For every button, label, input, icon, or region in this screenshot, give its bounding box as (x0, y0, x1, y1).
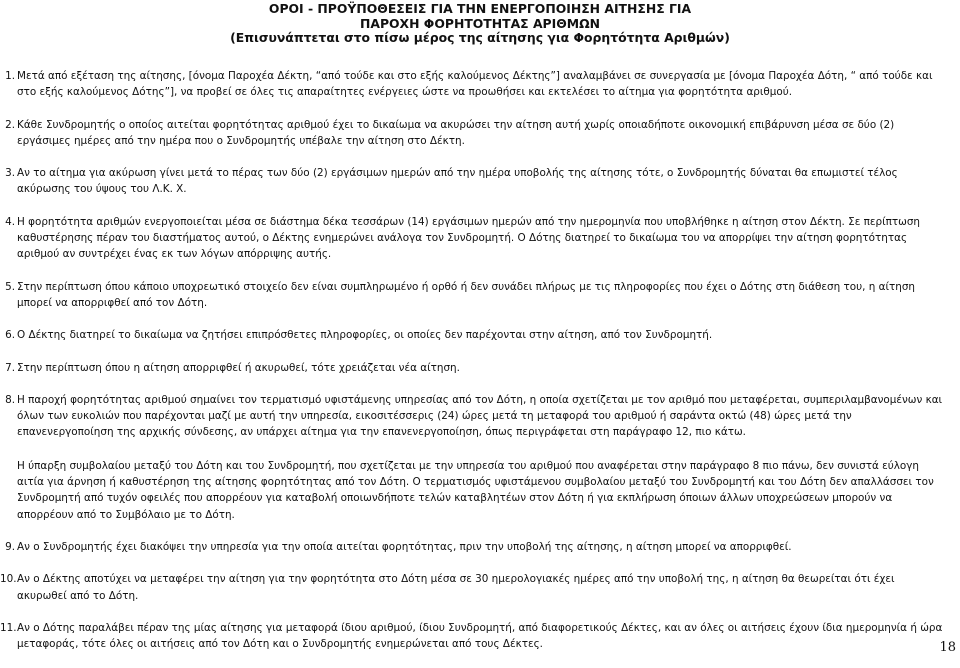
item-text: Η παροχή φορητότητας αριθμού σημαίνει τον τερματισμό υφιστάμενης υπηρεσίας από τον Δότη, η οποία σχετίζεται με τον αριθμό που μεταφέρεται, συμπεριλαμβανομένων και όλων των ευκολιών που παρέχονται μαζί με αυτή την υπηρεσία, εικοσιτέσσερις (24) ώρες μετά τη μεταφορά του αριθμού ή σαράντα οκτώ (48) ώρες μετά την επανενεργοποίηση της αρχικής σύνδεσης, αν υπάρχει αίτημα για την επανενεργοποίηση, όπως περιγράφεται στη παράγραφο 12, πιο κάτω. (17, 393, 943, 439)
list-item (0, 360, 960, 376)
list-item (0, 571, 960, 604)
terms-list (0, 68, 960, 668)
item-number: 1. (5, 70, 15, 82)
title-line-1: ΟΡΟΙ - ΠΡΟΫΠΟΘΕΣΕΙΣ ΓΙΑ ΤΗΝ ΕΝΕΡΓΟΠΟΙΗΣΗ ΑΙΤΗΣΗΣ ΓΙΑ (268, 1, 692, 16)
title-line-2: ΠΑΡΟΧΗ ΦΟΡΗΤΟΤΗΤΑΣ ΑΡΙΘΜΩΝ (359, 15, 600, 31)
list-item (0, 620, 960, 653)
item-text: Ο Δέκτης διατηρεί το δικαίωμα να ζητήσει επιπρόσθετες πληροφορίες, οι οποίες δεν παρέχονται στην αίτηση, από τον Συνδρομητή. (17, 329, 713, 342)
item-text: Η φορητότητα αριθμών ενεργοποιείται μέσα σε διάστημα δέκα τεσσάρων (14) εργάσιμων ημερών από την ημερομηνία που υποβλήθηκε η αίτηση στον Δέκτη. Σε περίπτωση καθυστέρησης πέραν του διαστήματος αυτού, ο Δέκτης ενημερώνει ανάλογα τον Συνδρομητή. Ο Δότης διατηρεί το δικαίωμα του να απορρίψει την αίτηση φορητότητας αριθμού αν συντρέχει ένας εκ των λόγων απόρριψης αυτής. (17, 215, 921, 261)
list-item (0, 392, 960, 523)
page-number: 18 (939, 640, 956, 655)
item-number: 5. (5, 280, 15, 293)
item-number: 9. (5, 540, 15, 553)
item-number: 6. (5, 329, 15, 342)
item-number: 10. (0, 573, 17, 586)
list-item (0, 68, 960, 101)
item-number: 3. (5, 167, 15, 180)
item-number: 7. (5, 361, 15, 374)
item-text-paragraph-2: Η ύπαρξη συμβολαίου μεταξύ του Δότη και του Συνδρομητή, που σχετίζεται με την υπηρεσία του αριθμού που αναφέρεται στην παράγραφο 8 πιο πάνω, δεν συνιστά εύλογη αιτία για άρνηση ή καθυστέρηση της αίτησης φορητότητας από τον Δότη. Ο τερματισμός υφιστάμενου συμβολαίου μεταξύ του Συνδρομητή και του Δότη δεν απαλλάσσει τον Συνδρομητή από τυχόν οφειλές που απορρέουν για καταβολή οποιωνδήποτε τελών καταβλητέων στον Δότη ή για εκπλήρωση όποιων άλλων υποχρεώσεων μπορούν να απορρέουν από το Συμβόλαιο με το Δότη. (17, 459, 934, 521)
list-item (0, 117, 960, 150)
title-line-3: (Επισυνάπτεται στο πίσω μέρος της αίτησης για Φορητότητα Αριθμών) (230, 30, 730, 45)
item-text: Αν το αίτημα για ακύρωση γίνει μετά το πέρας των δύο (2) εργάσιμων ημερών από την ημέρα υποβολής της αίτησης τότε, ο Συνδρομητής δύναται θα επωμιστεί τέλος ακύρωσης του ύψους του Λ.Κ. Χ. (17, 167, 898, 196)
list-item (0, 539, 960, 555)
list-item (0, 165, 960, 198)
item-number: 8. (5, 393, 15, 406)
item-number: 11. (0, 621, 17, 634)
list-item (0, 327, 960, 343)
item-text: Μετά από εξέταση της αίτησης, [όνομα Παροχέα Δέκτη, “από τούδε και στο εξής καλούμενος Δέκτης”] αναλαμβάνει σε συνεργασία με [όνομα Παροχέα Δότη, “ από τούδε και στο εξής καλούμενος Δότης”], να προβεί σε όλες τις απαραίτητες ενέργειες ώστε να προωθήσει και εκτελέσει το αίτημα για φορητότητα αριθμού. (17, 70, 933, 99)
item-text: Στην περίπτωση όπου κάποιο υποχρεωτικό στοιχείο δεν είναι συμπληρωμένο ή ορθό ή δεν συνάδει πλήρως με τις πληροφορίες που έχει ο Δότης στη διάθεση του, η αίτηση μπορεί να απορριφθεί από τον Δότη. (17, 280, 915, 309)
item-text: Αν ο Συνδρομητής έχει διακόψει την υπηρεσία για την οποία αιτείται φορητότητας, πριν την υποβολή της αίτησης, η αίτηση μπορεί να απορριφθεί. (17, 540, 792, 553)
item-text: Στην περίπτωση όπου η αίτηση απορριφθεί ή ακυρωθεί, τότε χρειάζεται νέα αίτηση. (17, 361, 460, 374)
item-number: 2. (5, 118, 15, 131)
list-item (0, 279, 960, 312)
document-header (0, 2, 960, 46)
item-text: Αν ο Δότης παραλάβει πέραν της μίας αίτησης για μεταφορά ίδιου αριθμού, ίδιου Συνδρομητή, από διαφορετικούς Δέκτες, και αν όλες οι αιτήσεις έχουν ίδια ημερομηνία ή ώρα μεταφοράς, τότε όλες οι αιτήσεις από τον Δότη και ο Συνδρομητής ενημερώνεται από τους Δέκτες. (17, 621, 943, 651)
item-text: Αν ο Δέκτης αποτύχει να μεταφέρει την αίτηση για την φορητότητα στο Δότη μέσα σε 30 ημερολογιακές ημέρες από την υποβολή της, η αίτηση θα θεωρείται ότι έχει ακυρωθεί από το Δότη. (17, 573, 895, 602)
item-number: 4. (5, 215, 15, 228)
item-text: Κάθε Συνδρομητής ο οποίος αιτείται φορητότητας αριθμού έχει το δικαίωμα να ακυρώσει την αίτηση αυτή χωρίς οποιαδήποτε οικονομική επιβάρυνση μέσα σε δύο (2) εργάσιμες ημέρες από την ημέρα που ο Συνδρομητής υπέβαλε την αίτηση στο Δέκτη. (17, 118, 895, 147)
list-item (0, 214, 960, 263)
